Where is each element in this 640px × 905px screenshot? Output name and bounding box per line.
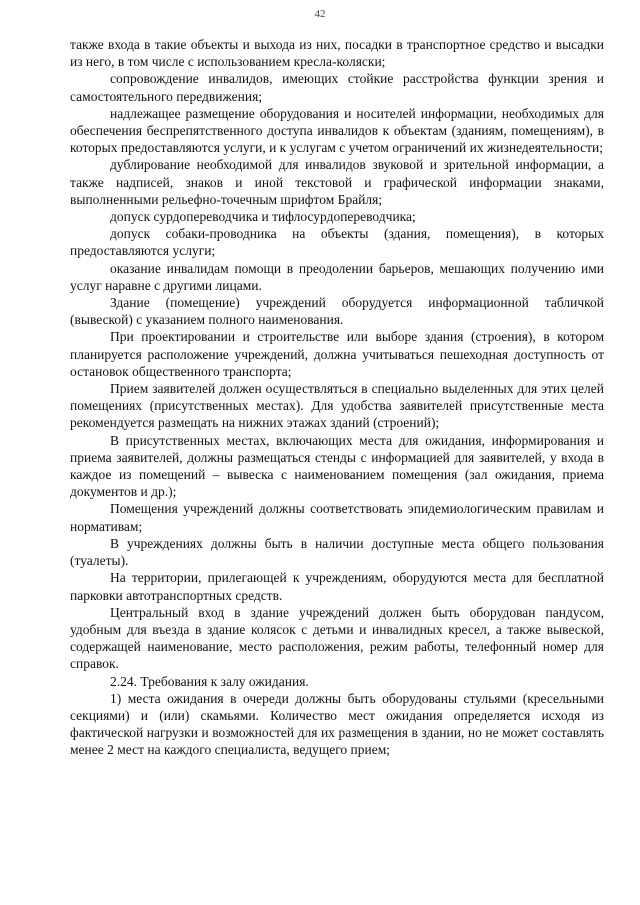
- section-heading: 2.24. Требования к залу ожидания.: [110, 673, 309, 689]
- paragraph: Прием заявителей должен осуществляться в специально выделенных для этих целей помещениях (присутственных местах). Для удобства заявителей присутственные места рекомендуется размещать на нижних этажах зданий (строений);: [70, 381, 604, 431]
- paragraph: Здание (помещение) учреждений оборудуется информационной табличкой (вывеской) с указанием полного наименования.: [70, 295, 604, 328]
- paragraph: оказание инвалидам помощи в преодолении барьеров, мешающих получению ими услуг наравне с другими лицами.: [70, 260, 604, 293]
- paragraph: надлежащее размещение оборудования и носителей информации, необходимых для обеспечения беспрепятственного доступа инвалидов к объектам (зданиям, помещениям), в которых предоставляются услуги, и к услугам с учетом ограничений их жизнедеятельности;: [70, 105, 604, 156]
- paragraph: На территории, прилегающей к учреждениям, оборудуются места для бесплатной парковки автотранспортных средств.: [70, 570, 604, 603]
- final-paragraph: 1) места ожидания в очереди должны быть оборудованы стульями (кресельными секциями) и (или) скамьями. Количество мест ожидания определяется исходя из фактической нагрузки и возможностей для их размещения в здании, но не может составлять менее 2 мест на каждого специалиста, ведущего прием;: [70, 690, 604, 758]
- paragraph: также входа в такие объекты и выхода из них, посадки в транспортное средство и высадки из него, в том числе с использованием кресла-коляски;: [70, 37, 604, 70]
- paragraph: В учреждениях должны быть в наличии доступные места общего пользования (туалеты).: [70, 535, 604, 569]
- paragraph: допуск сурдопереводчика и тифлосурдопереводчика;: [110, 209, 416, 225]
- page-number: 42: [314, 8, 326, 20]
- paragraph: дублирование необходимой для инвалидов звуковой и зрительной информации, а также надписей, знаков и иной текстовой и графической информации знаками, выполненными рельефно-точечным шрифтом Брайля;: [70, 157, 604, 207]
- paragraph: Помещения учреждений должны соответствовать эпидемиологическим правилам и нормативам;: [70, 501, 604, 534]
- paragraph: допуск собаки-проводника на объекты (здания, помещения), в которых предоставляются услуги;: [70, 226, 604, 259]
- paragraph: В присутственных местах, включающих места для ожидания, информирования и приема заявителей, должны размещаться стенды с информацией для заявителей, у входа в каждое из помещений – вывеска с наименованием помещения (зал ожидания, приема документов и др.);: [70, 432, 604, 500]
- paragraph: При проектировании и строительстве или выборе здания (строения), в котором планируется расположение учреждений, должна учитываться пешеходная доступность от остановок общественного транспорта;: [70, 329, 604, 379]
- paragraph: сопровождение инвалидов, имеющих стойкие расстройства функции зрения и самостоятельного передвижения;: [70, 71, 604, 104]
- paragraph: Центральный вход в здание учреждений должен быть оборудован пандусом, удобным для въезда в здание колясок с детьми и инвалидных кресел, а также вывеской, содержащей наименование, место расположения, режим работы, телефонный номер для справок.: [70, 604, 604, 672]
- document-body: [70, 36, 604, 673]
